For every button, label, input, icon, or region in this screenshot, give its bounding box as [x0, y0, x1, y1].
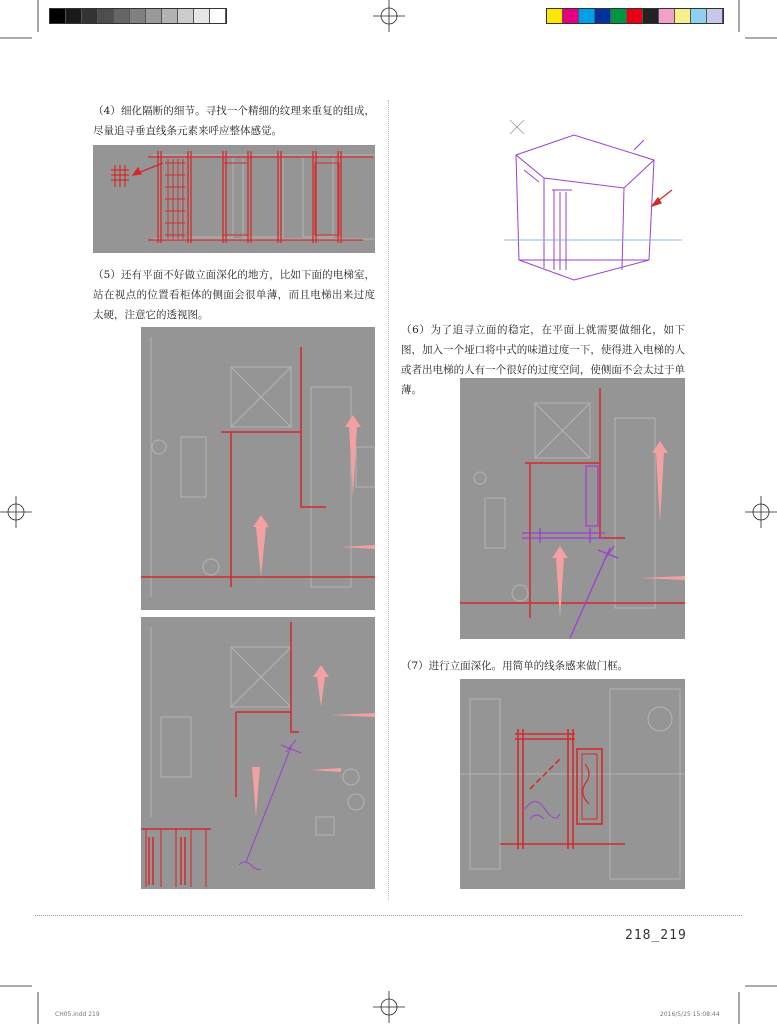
figure-partition-sketch — [93, 145, 375, 253]
paragraph-step-4: （4）细化隔断的细节。寻找一个精细的纹理来重复的组成，尽量追寻垂直线条元素来呼应整体感觉。 — [93, 105, 375, 137]
paragraph-step-6: （6）为了追寻立面的稳定，在平面上就需要做细化，如下图，加入一个垭口将中式的味道过度一下，使得进入电梯的人或者出电梯的人有一个很好的过度空间，使侧面不会太过于单薄。 — [401, 324, 685, 396]
page-numbers: 218_219 — [625, 928, 687, 943]
column-divider — [388, 100, 389, 900]
figure-door-frame-elevation — [460, 679, 685, 889]
paragraph-step-7: （7）进行立面深化。用简单的线条感来做门框。 — [401, 660, 629, 672]
footer-rule — [35, 915, 742, 916]
slug-file-info: CH05.indd 219 — [55, 1011, 100, 1018]
figure-elevator-plan-archway — [460, 378, 685, 639]
figure-perspective-sketch — [494, 110, 686, 290]
slug-timestamp: 2016/5/25 15:08:44 — [660, 1011, 720, 1018]
paragraph-step-5: （5）还有平面不好做立面深化的地方，比如下面的电梯室，站在视点的位置看柜体的侧面会很单薄，而且电梯出来过度太硬，注意它的透视图。 — [93, 269, 375, 321]
figure-elevator-plan-1 — [141, 327, 375, 610]
figure-elevator-plan-2 — [141, 617, 375, 889]
